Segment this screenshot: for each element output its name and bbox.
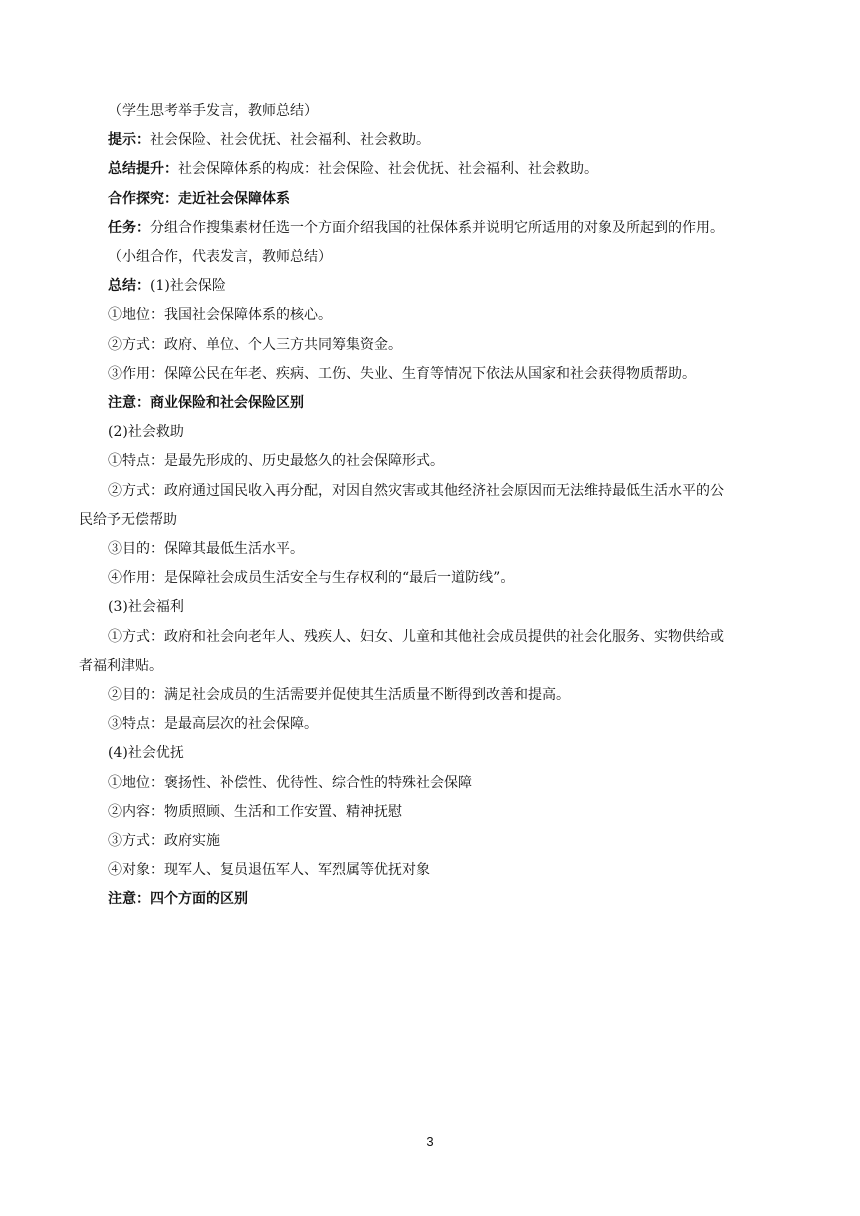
text-line — [108, 334, 780, 356]
text-line — [108, 363, 780, 385]
bold-label: 总结提升： — [108, 161, 178, 177]
line-text: ③方式：政府实施 — [108, 833, 220, 849]
paragraph-line: 民给予无偿帮助 — [79, 512, 177, 528]
line-text: ①特点：是最先形成的、历史最悠久的社会保障形式。 — [108, 453, 444, 469]
text-line — [108, 713, 780, 735]
line-text: (4)社会优抚 — [108, 745, 184, 761]
line-text: ①地位：褒扬性、补偿性、优待性、综合性的特殊社会保障 — [108, 775, 472, 791]
line-text: ③特点：是最高层次的社会保障。 — [108, 716, 318, 732]
text-line — [108, 684, 780, 706]
line-text: ③作用：保障公民在年老、疾病、工伤、失业、生育等情况下依法从国家和社会获得物质帮助。 — [108, 366, 696, 382]
text-line — [108, 246, 780, 268]
bold-label: 合作探究：走近社会保障体系 — [108, 191, 290, 207]
text-line — [108, 158, 780, 180]
text-line — [108, 742, 780, 764]
text-line — [108, 859, 780, 881]
paragraph-line: ②方式：政府通过国民收入再分配，对因自然灾害或其他经济社会原因而无法维持最低生活水平的公 — [108, 483, 724, 499]
line-text: (3)社会福利 — [108, 599, 184, 615]
bold-label: 注意：商业保险和社会保险区别 — [108, 395, 304, 411]
bold-label: 任务： — [108, 220, 150, 236]
text-line — [108, 567, 780, 589]
paragraph-line: 者福利津贴。 — [79, 658, 163, 674]
text-line — [108, 304, 780, 326]
line-text: ②方式：政府、单位、个人三方共同筹集资金。 — [108, 337, 402, 353]
line-text: （小组合作，代表发言，教师总结） — [108, 249, 332, 265]
line-text: (2)社会救助 — [108, 424, 184, 440]
text-line — [108, 275, 780, 297]
line-text: 分组合作搜集素材任选一个方面介绍我国的社保体系并说明它所适用的对象及所起到的作用。 — [150, 220, 724, 236]
line-text: ②目的：满足社会成员的生活需要并促使其生活质量不断得到改善和提高。 — [108, 687, 570, 703]
bold-label: 提示： — [108, 132, 150, 148]
text-line — [108, 100, 780, 122]
paragraph-line: ①方式：政府和社会向老年人、残疾人、妇女、儿童和其他社会成员提供的社会化服务、实物供给或 — [108, 629, 724, 645]
bold-label: 注意：四个方面的区别 — [108, 891, 248, 907]
line-text: ②内容：物质照顾、生活和工作安置、精神抚慰 — [108, 804, 402, 820]
line-text: 社会保障体系的构成：社会保险、社会优抚、社会福利、社会救助。 — [178, 161, 598, 177]
page-number: 3 — [426, 1134, 434, 1149]
text-line — [108, 888, 780, 910]
line-text: （学生思考举手发言，教师总结） — [108, 103, 318, 119]
text-line — [108, 421, 780, 443]
line-text: ①地位：我国社会保障体系的核心。 — [108, 307, 332, 323]
text-line — [108, 596, 780, 618]
text-line — [108, 188, 780, 210]
text-line — [108, 129, 780, 151]
bold-label: 总结： — [108, 278, 150, 294]
text-line — [108, 538, 780, 560]
line-text: 社会保险、社会优抚、社会福利、社会救助。 — [150, 132, 430, 148]
text-line — [108, 772, 780, 794]
text-line — [108, 830, 780, 852]
text-line — [108, 217, 780, 239]
line-text: ④作用：是保障社会成员生活安全与生存权利的“最后一道防线”。 — [108, 570, 515, 586]
line-text: ③目的：保障其最低生活水平。 — [108, 541, 304, 557]
line-text: (1)社会保险 — [150, 278, 226, 294]
text-line — [108, 801, 780, 823]
line-text: ④对象：现军人、复员退伍军人、军烈属等优抚对象 — [108, 862, 430, 878]
text-line — [108, 450, 780, 472]
text-line — [108, 392, 780, 414]
